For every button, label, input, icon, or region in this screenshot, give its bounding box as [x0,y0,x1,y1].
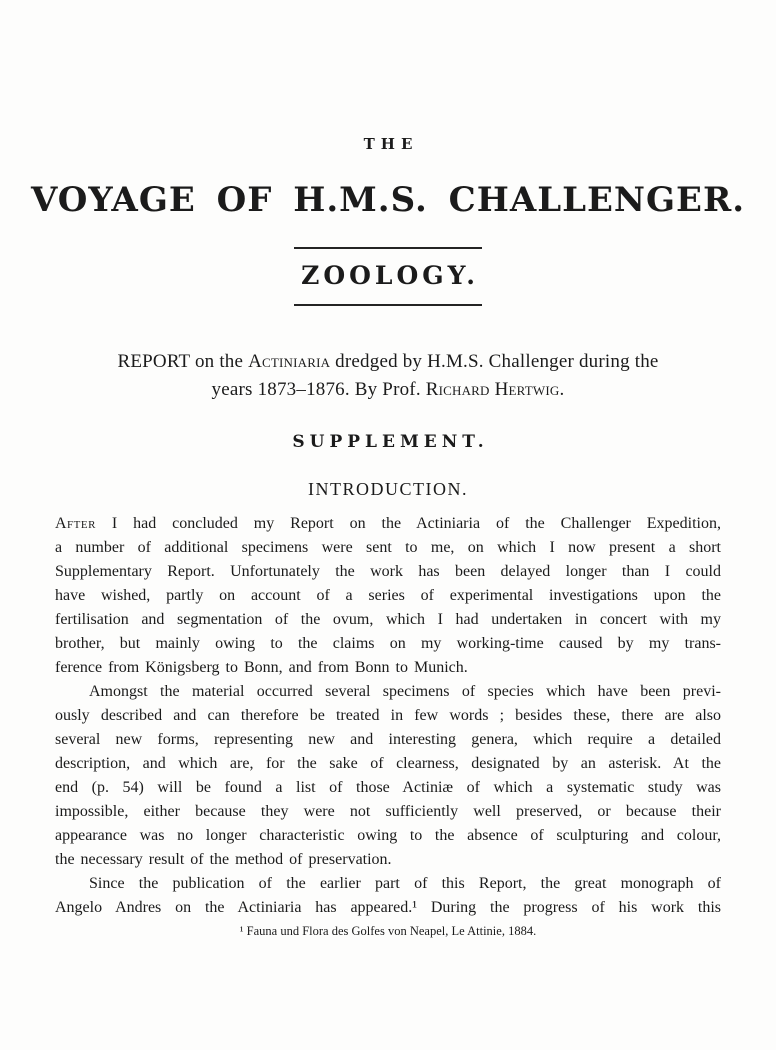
body-line: have wished, partly on account of a series of experimental investigations upon the [55,587,721,604]
body-line: ference from Königsberg to Bonn, and from Bonn to Munich. [55,659,468,676]
footnote: ¹ Fauna und Flora des Golfes von Neapel, Le Attinie, 1884. [239,924,537,938]
supplement-heading: SUPPLEMENT. [292,432,489,452]
report-heading-smallcaps: Actiniaria [248,351,331,372]
body-line: a number of additional specimens were sent to me, on which I now present a short [55,539,721,556]
report-heading-text: dredged by H.M.S. Challenger during the [330,351,659,372]
report-author-smallcaps: Richard Hertwig [425,379,560,400]
body-text [55,512,721,920]
body-line-text: I had concluded my Report on the Actiniaria of the Challenger Expedition, [95,515,721,532]
report-heading [0,348,776,404]
paragraph-3 [55,872,721,920]
body-line: Amongst the material occurred several specimens of species which have been previ- [89,683,721,700]
body-line: ously described and can therefore be treated in few words ; besides these, there are also [55,707,721,724]
paragraph-2 [55,680,721,872]
body-line: Supplementary Report. Unfortunately the work has been delayed longer than I could [55,563,721,580]
body-line: brother, but mainly owing to the claims on my working-time caused by my trans- [55,635,721,652]
body-line: Since the publication of the earlier part of this Report, the great monograph of [89,875,721,892]
body-line: description, and which are, for the sake of clearness, designated by an asterisk. At the [55,755,721,772]
report-heading-text: . [559,379,565,400]
divider-rule-top [294,247,482,249]
body-line: several new forms, representing new and interesting genera, which require a detailed [55,731,721,748]
body-line [55,512,721,536]
body-line: Angelo Andres on the Actiniaria has appeared.¹ During the progress of his work this [55,899,721,916]
paragraph-lead-smallcaps: After [55,515,96,532]
report-heading-line2 [0,376,776,404]
report-heading-text: years 1873–1876. By Prof. [211,379,426,400]
body-line: impossible, either because they were not sufficiently well preserved, or because their [55,803,721,820]
report-heading-text: REPORT on the [117,351,249,372]
paragraph-2-lines [55,680,721,872]
section-title: ZOOLOGY. [301,261,479,290]
report-heading-line1 [0,348,776,376]
body-line: end (p. 54) will be found a list of those Actiniæ of which a systematic study was [55,779,721,796]
series-label: THE [363,135,419,153]
introduction-heading: INTRODUCTION. [308,479,468,499]
paragraph-3-lines [55,872,721,920]
body-line: the necessary result of the method of preservation. [55,851,392,868]
paragraph-1-lines [55,536,721,680]
divider-rule-bottom [294,304,482,306]
body-line: appearance was no longer characteristic owing to the absence of sculpturing and colour, [55,827,721,844]
paragraph-1 [55,512,721,680]
book-title: VOYAGE OF H.M.S. CHALLENGER. [30,180,746,220]
body-line: fertilisation and segmentation of the ovum, which I had undertaken in concert with my [55,611,721,628]
